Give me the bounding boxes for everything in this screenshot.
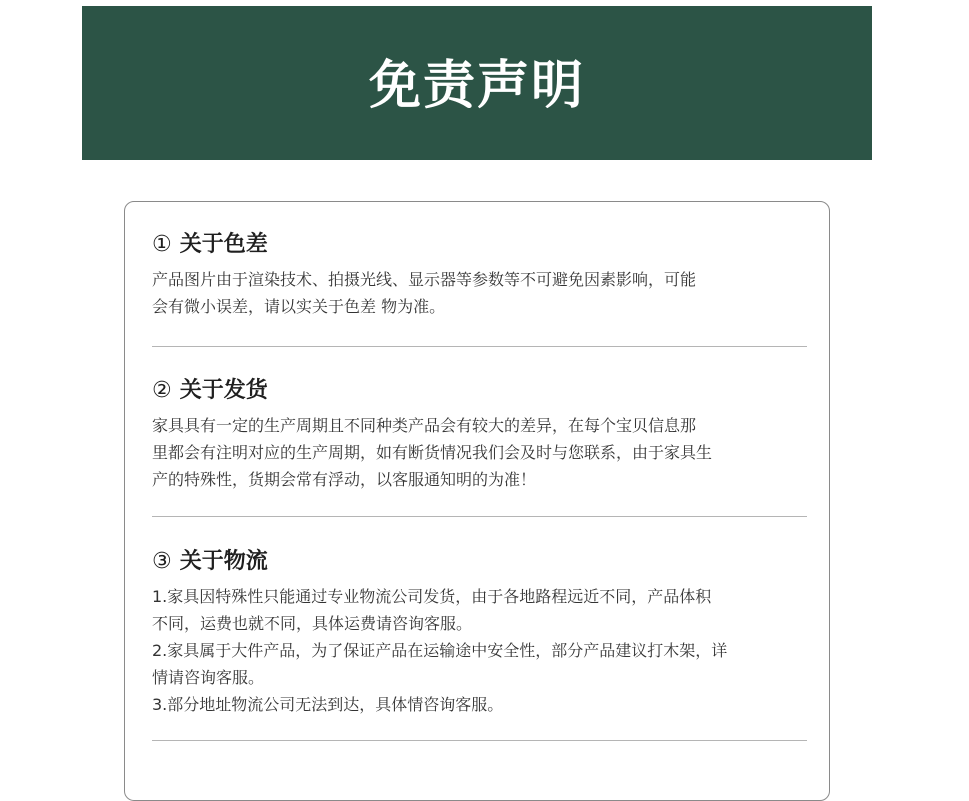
body-line: 会有微小误差，请以实关于色差 物为准。: [152, 297, 446, 316]
section-title: [152, 376, 812, 406]
section-logistics: [152, 547, 812, 718]
body-line: 产的特殊性，货期会常有浮动，以客服通知明的为准！: [152, 470, 537, 489]
disclaimer-card: [124, 201, 830, 801]
section-body: [152, 583, 812, 718]
section-shipping: [152, 376, 812, 493]
section-title-text: 关于发货: [179, 378, 268, 403]
section-title-text: 关于色差: [179, 232, 268, 257]
section-number: ③: [152, 549, 172, 574]
section-divider: [152, 346, 807, 347]
section-number: ①: [152, 232, 172, 257]
section-title-text: 关于物流: [179, 549, 268, 574]
section-body: [152, 412, 812, 493]
body-line: 里都会有注明对应的生产周期，如有断货情况我们会及时与您联系，由于家具生: [152, 443, 713, 462]
body-line: 产品图片由于渲染技术、拍摄光线、显示器等参数等不可避免因素影响，可能: [152, 270, 697, 289]
body-line: 不同，运费也就不同，具体运费请咨询客服。: [152, 614, 473, 633]
body-line: 家具具有一定的生产周期且不同种类产品会有较大的差异，在每个宝贝信息那: [152, 416, 697, 435]
section-body: [152, 266, 812, 320]
body-line: 3.部分地址物流公司无法到达，具体情咨询客服。: [152, 695, 504, 714]
section-title: [152, 547, 812, 577]
section-number: ②: [152, 378, 172, 403]
body-line: 2.家具属于大件产品，为了保证产品在运输途中安全性，部分产品建议打木架，详: [152, 641, 728, 660]
section-title: [152, 230, 812, 260]
section-color-difference: [152, 230, 812, 320]
section-divider: [152, 516, 807, 517]
section-divider: [152, 740, 807, 741]
header-banner: [82, 6, 872, 160]
body-line: 1.家具因特殊性只能通过专业物流公司发货，由于各地路程远近不同，产品体积: [152, 587, 712, 606]
body-line: 情请咨询客服。: [152, 668, 265, 687]
page-title: 免责声明: [368, 55, 585, 116]
